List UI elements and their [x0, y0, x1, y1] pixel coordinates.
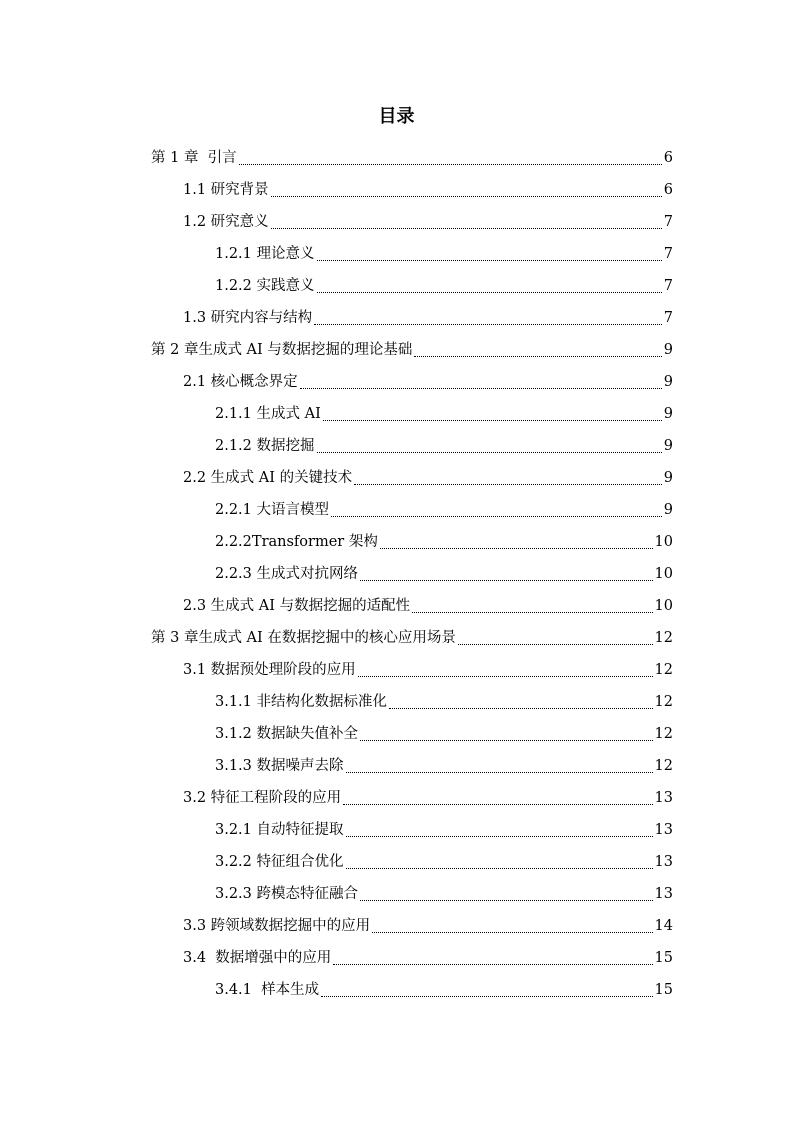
toc-entry[interactable] — [0, 270, 793, 302]
toc-entry-title: 3.1.1 非结构化数据标准化 — [215, 694, 388, 710]
toc-entry[interactable] — [0, 462, 793, 494]
toc-dot-leader — [346, 836, 653, 837]
toc-page-number: 12 — [654, 694, 673, 710]
toc-entry[interactable] — [0, 654, 793, 686]
toc-entry[interactable] — [0, 398, 793, 430]
toc-dot-leader — [372, 932, 652, 933]
toc-dot-leader — [343, 804, 652, 805]
toc-entry-title: 3.2.1 自动特征提取 — [215, 822, 344, 838]
toc-entry-title: 2.3 生成式 AI 与数据挖掘的适配性 — [183, 598, 411, 614]
toc-dot-leader — [333, 964, 652, 965]
toc-entry-title: 第 2 章生成式 AI 与数据挖掘的理论基础 — [151, 342, 413, 358]
toc-entry-title: 3.3 跨领域数据挖掘中的应用 — [183, 918, 371, 934]
toc-list — [0, 142, 793, 1006]
toc-entry-title: 2.1.2 数据挖掘 — [215, 438, 315, 454]
toc-entry[interactable] — [0, 846, 793, 878]
toc-page-number: 12 — [654, 662, 673, 678]
toc-page-number: 9 — [663, 502, 673, 518]
toc-entry[interactable] — [0, 590, 793, 622]
toc-entry[interactable] — [0, 142, 793, 174]
toc-entry-title: 1.1 研究背景 — [183, 182, 269, 198]
toc-page-number: 7 — [663, 278, 673, 294]
toc-entry[interactable] — [0, 366, 793, 398]
toc-entry[interactable] — [0, 942, 793, 974]
toc-dot-leader — [458, 644, 653, 645]
toc-entry[interactable] — [0, 494, 793, 526]
toc-entry-title: 1.2.2 实践意义 — [215, 278, 315, 294]
toc-entry[interactable] — [0, 878, 793, 910]
toc-entry-title: 3.4 数据增强中的应用 — [183, 950, 332, 966]
toc-page-number: 13 — [654, 790, 673, 806]
toc-entry-title: 第 3 章生成式 AI 在数据挖掘中的核心应用场景 — [151, 630, 456, 646]
toc-entry-title: 2.2.2Transformer 架构 — [215, 534, 378, 550]
toc-entry-title: 2.2.1 大语言模型 — [215, 502, 330, 518]
toc-page-number: 9 — [663, 406, 673, 422]
toc-page-number: 10 — [654, 534, 673, 550]
toc-dot-leader — [317, 452, 662, 453]
toc-entry[interactable] — [0, 974, 793, 1006]
toc-page-number: 7 — [663, 214, 673, 230]
toc-dot-leader — [331, 516, 662, 517]
toc-entry-title: 3.2.3 跨模态特征融合 — [215, 886, 359, 902]
toc-entry-title: 3.2 特征工程阶段的应用 — [183, 790, 342, 806]
toc-entry[interactable] — [0, 718, 793, 750]
toc-dot-leader — [354, 484, 662, 485]
toc-entry-title: 3.4.1 样本生成 — [215, 982, 320, 998]
toc-page-number: 12 — [654, 726, 673, 742]
toc-page-number: 7 — [663, 246, 673, 262]
toc-entry-title: 3.1.2 数据缺失值补全 — [215, 726, 359, 742]
toc-entry[interactable] — [0, 206, 793, 238]
toc-entry-title: 1.2 研究意义 — [183, 214, 269, 230]
toc-entry[interactable] — [0, 910, 793, 942]
toc-page-number: 12 — [654, 758, 673, 774]
toc-entry-title: 3.1 数据预处理阶段的应用 — [183, 662, 356, 678]
toc-entry[interactable] — [0, 302, 793, 334]
toc-dot-leader — [271, 196, 662, 197]
toc-entry[interactable] — [0, 686, 793, 718]
toc-dot-leader — [317, 292, 662, 293]
toc-title: 目录 — [378, 106, 415, 127]
toc-entry-title: 第 1 章 引言 — [151, 150, 237, 166]
toc-page-number: 12 — [654, 630, 673, 646]
toc-dot-leader — [346, 868, 653, 869]
toc-entry[interactable] — [0, 558, 793, 590]
toc-dot-leader — [271, 228, 662, 229]
toc-entry-title: 1.3 研究内容与结构 — [183, 310, 313, 326]
toc-dot-leader — [360, 900, 653, 901]
toc-entry-title: 2.1 核心概念界定 — [183, 374, 298, 390]
toc-page-number: 9 — [663, 342, 673, 358]
toc-entry-title: 3.1.3 数据噪声去除 — [215, 758, 344, 774]
toc-page-number: 9 — [663, 470, 673, 486]
toc-entry-title: 2.2.3 生成式对抗网络 — [215, 566, 359, 582]
toc-entry-title: 2.2 生成式 AI 的关键技术 — [183, 470, 353, 486]
toc-entry[interactable] — [0, 622, 793, 654]
toc-dot-leader — [314, 324, 662, 325]
toc-entry-title: 3.2.2 特征组合优化 — [215, 854, 344, 870]
toc-dot-leader — [317, 260, 662, 261]
toc-dot-leader — [321, 996, 652, 997]
toc-dot-leader — [360, 740, 653, 741]
toc-page-number: 9 — [663, 438, 673, 454]
toc-entry[interactable] — [0, 238, 793, 270]
toc-page-number: 6 — [663, 150, 673, 166]
toc-page-number: 6 — [663, 182, 673, 198]
toc-dot-leader — [239, 164, 662, 165]
toc-dot-leader — [323, 420, 662, 421]
toc-page-number: 10 — [654, 566, 673, 582]
toc-page-number: 13 — [654, 822, 673, 838]
toc-entry[interactable] — [0, 334, 793, 366]
toc-dot-leader — [360, 580, 653, 581]
toc-dot-leader — [412, 612, 652, 613]
toc-entry[interactable] — [0, 174, 793, 206]
toc-dot-leader — [346, 772, 653, 773]
toc-entry[interactable] — [0, 814, 793, 846]
toc-entry-title: 2.1.1 生成式 AI — [215, 406, 321, 422]
toc-entry[interactable] — [0, 430, 793, 462]
toc-page-number: 13 — [654, 854, 673, 870]
toc-entry[interactable] — [0, 750, 793, 782]
toc-page-number: 13 — [654, 886, 673, 902]
toc-page-number: 7 — [663, 310, 673, 326]
toc-page-number: 14 — [654, 918, 673, 934]
toc-page-number: 9 — [663, 374, 673, 390]
toc-dot-leader — [414, 356, 661, 357]
toc-dot-leader — [358, 676, 653, 677]
toc-dot-leader — [300, 388, 662, 389]
toc-entry[interactable] — [0, 782, 793, 814]
toc-page-number: 10 — [654, 598, 673, 614]
toc-page-number: 15 — [654, 950, 673, 966]
toc-dot-leader — [380, 548, 653, 549]
toc-entry[interactable] — [0, 526, 793, 558]
toc-entry-title: 1.2.1 理论意义 — [215, 246, 315, 262]
toc-dot-leader — [389, 708, 653, 709]
toc-page-number: 15 — [654, 982, 673, 998]
